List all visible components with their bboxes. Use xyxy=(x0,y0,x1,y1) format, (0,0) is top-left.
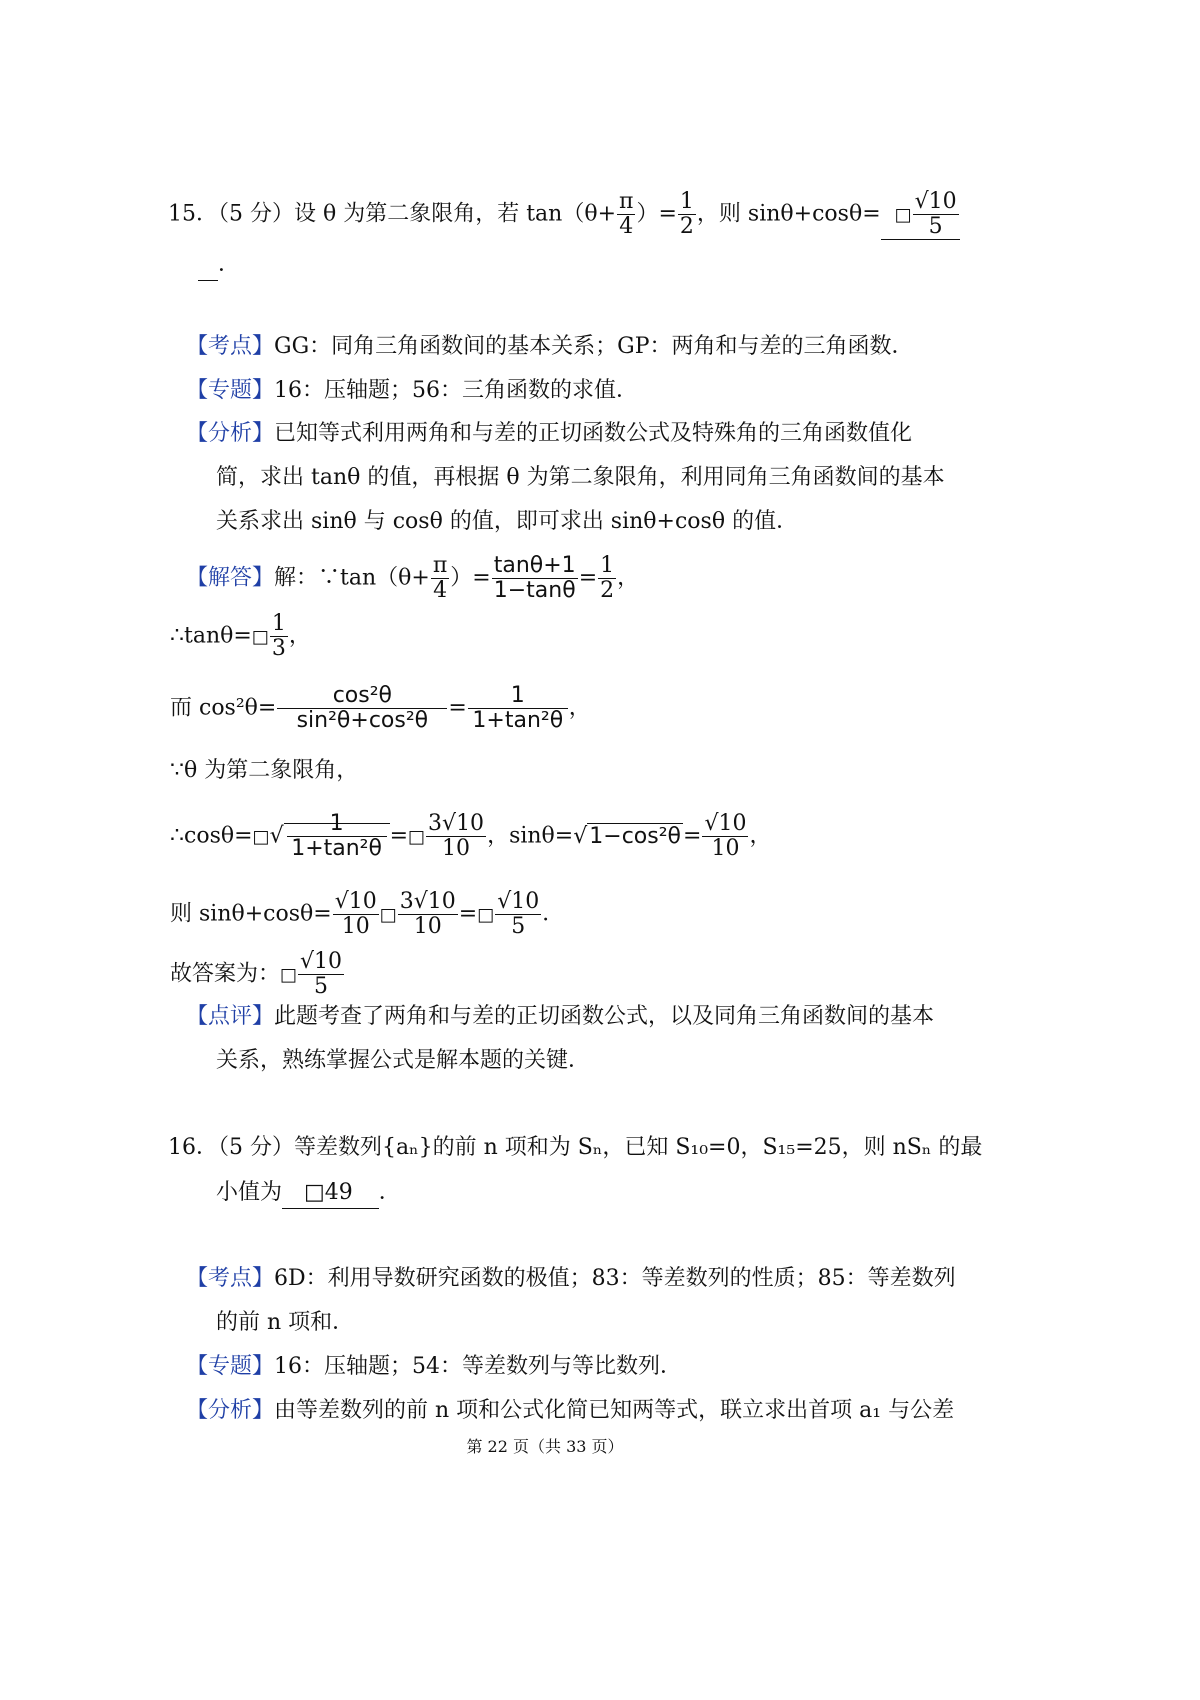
q16-stem: 16．（5 分）等差数列{aₙ}的前 n 项和为 Sₙ，已知 S₁₀=0，S₁₅=25，则 nSₙ 的最 xyxy=(168,1135,983,1160)
q15-dianping: 【点评】此题考查了两角和与差的正切函数公式，以及同角三角函数间的基本 xyxy=(186,1004,935,1029)
q15-zhuanti: 【专题】16：压轴题；56：三角函数的求值． xyxy=(186,378,639,403)
q15-fenxi-2: 简，求出 tanθ 的值，再根据 θ 为第二象限角，利用同角三角函数间的基本 xyxy=(216,465,945,490)
q15-kaodian: 【考点】GG：同角三角函数间的基本关系；GP：两角和与差的三角函数． xyxy=(186,334,914,359)
q16-kaodian-2: 的前 n 项和． xyxy=(216,1310,355,1335)
fraction-one-half: $\frac{1}{2}$ xyxy=(679,189,694,239)
q16-zhuanti: 【专题】16：压轴题；54：等差数列与等比数列． xyxy=(186,1354,683,1379)
q15-stem: 15．（5 分）设 θ 为第二象限角，若 tan（θ+ $\frac{\pi}{4}$ ）= $\frac{1}{2}$ ，则 sinθ+cosθ= □ $\frac{√10}{5}$ xyxy=(168,190,960,240)
q15-stem-tail: ． xyxy=(198,250,240,281)
q15-answer: 故答案为：□ $\frac{√10}{5}$ xyxy=(170,949,343,999)
q16-fenxi: 【分析】由等差数列的前 n 项和公式化简已知两等式，联立求出首项 a₁ 与公差 xyxy=(186,1398,955,1423)
q15-step-quadrant: ∵θ 为第二象限角， xyxy=(170,758,359,783)
q15-step-tan: ∴tanθ=□ $\frac{1}{3}$ ， xyxy=(170,611,311,661)
q15-jieda: 【解答】解：∵tan（θ+ $\frac{\pi}{4}$ ）= $\frac{\tan\theta+1}{1-\tan\theta}$ = $\frac{1}{2}$ ， xyxy=(186,553,640,603)
q16-kaodian: 【考点】6D：利用导数研究函数的极值；83：等差数列的性质；85：等差数列 xyxy=(186,1266,956,1291)
q15-dianping-2: 关系，熟练掌握公式是解本题的关键． xyxy=(216,1048,591,1073)
q15-fenxi-3: 关系求出 sinθ 与 cosθ 的值，即可求出 sinθ+cosθ 的值． xyxy=(216,509,799,534)
q15-fenxi: 【分析】已知等式利用两角和与差的正切函数公式及特殊角的三角函数值化 xyxy=(186,421,913,446)
answer-blank: □ $\frac{√10}{5}$ xyxy=(881,190,960,240)
answer-blank: □49 xyxy=(282,1178,379,1209)
page-footer: 第 22 页（共 33 页） xyxy=(466,1437,624,1456)
fraction-pi-over-4: $\frac{\pi}{4}$ xyxy=(619,189,634,239)
q15-step-sum: 则 sinθ+cosθ= $\frac{√10}{10}$ □ $\frac{3√10}{10}$ =□ $\frac{√10}{5}$ ． xyxy=(170,889,565,939)
q16-stem-2: 小值为 □49 ． xyxy=(216,1178,401,1209)
q15-step-cos-sin: ∴cosθ=□√ $\frac{1}{\text{1+tan²θ}}$ =□ $\frac{3√10}{10}$ ，sinθ=√1−cos²θ= $\frac{√10}{10}$ ， xyxy=(170,811,772,861)
q15-step-cos2: 而 cos²θ= $\frac{\text{cos²θ}}{\text{sin²θ+cos²θ}}$ = $\frac{1}{\text{1+tan²θ}}$ ， xyxy=(170,683,591,733)
